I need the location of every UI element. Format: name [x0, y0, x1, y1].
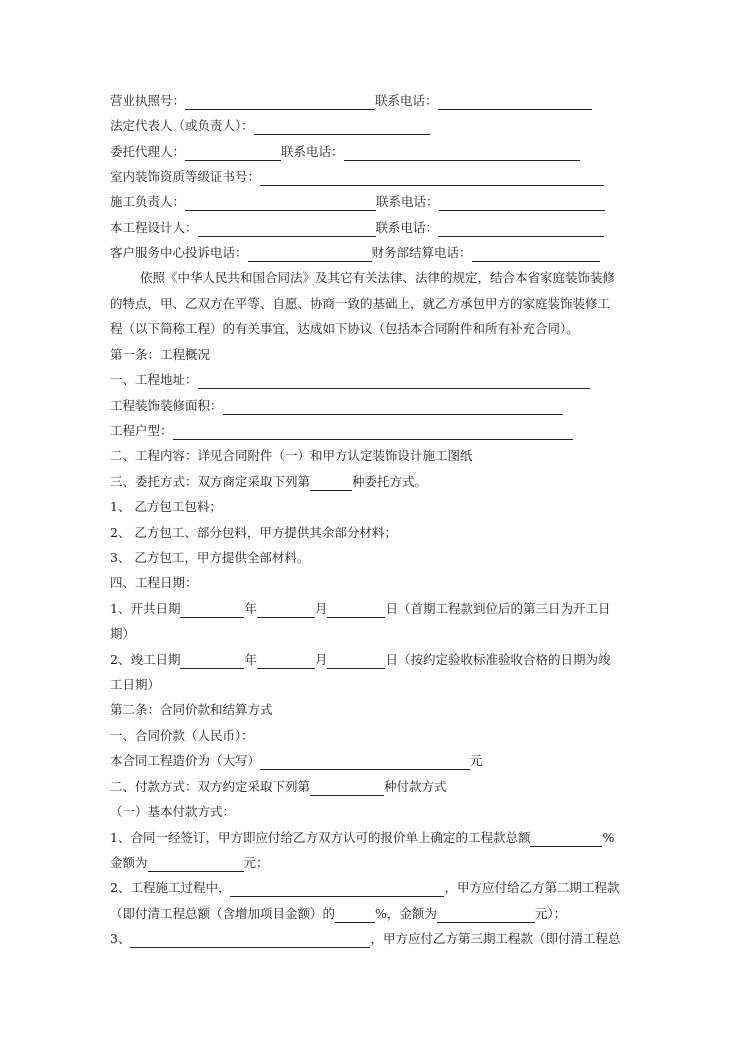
price-heading: 一、合同价款（人民币）：	[110, 728, 254, 743]
day-field[interactable]	[327, 603, 385, 618]
label: 室内装饰资质等级证书号：	[110, 169, 261, 184]
paragraph-line: 程（以下简称工程）的有关事宜，达成如下协议（包括本合同附件和所有补充合同）。	[110, 321, 579, 336]
label: 联系电话：	[375, 93, 438, 108]
label: 客户服务中心投诉电话：	[110, 245, 248, 260]
address-line	[110, 371, 590, 389]
label: 联系电话：	[375, 220, 439, 235]
label: 年	[244, 601, 257, 616]
paragraph-line: 的特点，甲、乙双方在平等、自愿、协商一致的基础上，就乙方承包甲方的家庭装饰装修工	[110, 296, 611, 311]
year-field[interactable]	[180, 654, 244, 669]
label: 委托代理人：	[110, 144, 186, 159]
label: %	[602, 830, 615, 845]
label: ，甲方应付给乙方第二期工程款	[444, 880, 620, 895]
label: 元；	[243, 855, 269, 870]
finance-phone-field[interactable]	[472, 247, 600, 262]
section-heading: 第二条：合同价款和结算方式	[110, 702, 273, 717]
amount-field[interactable]	[437, 908, 535, 923]
phone-field[interactable]	[438, 222, 604, 237]
label: 工程装饰装修面积：	[110, 398, 223, 413]
label: 金额为	[110, 855, 148, 870]
unit-type-line	[110, 422, 573, 440]
label: 元）；	[534, 906, 567, 921]
end-date-line	[110, 651, 611, 669]
label: 本工程设计人：	[110, 220, 198, 235]
complaint-phone-field[interactable]	[248, 247, 372, 262]
date-heading: 四、工程日期：	[110, 575, 198, 590]
label: 2、竣工日期	[110, 652, 181, 667]
year-field[interactable]	[180, 603, 244, 618]
label: 联系电话：	[281, 144, 344, 159]
business-license-field[interactable]	[185, 95, 375, 110]
label: 1、开共日期	[110, 601, 181, 616]
option-item: 3、 乙方包工，甲方提供全部材料。	[110, 550, 310, 565]
label: 月	[314, 652, 328, 667]
contract-price-line	[110, 752, 483, 770]
percent-field[interactable]	[530, 832, 602, 847]
section-heading: 第一条：工程概况	[110, 347, 211, 362]
second-payment-detail-line	[110, 905, 566, 923]
legal-rep-line	[110, 117, 430, 135]
contract-price-field[interactable]	[260, 755, 470, 770]
label: 元	[470, 753, 483, 768]
label: 财务部结算电话：	[371, 245, 472, 260]
label: 日（首期工程款到位后的第三日为开工日	[385, 601, 611, 616]
option-item: 1、 乙方包工包料；	[110, 499, 222, 514]
phone-field[interactable]	[438, 95, 592, 110]
start-date-line	[110, 600, 611, 618]
legal-rep-field[interactable]	[254, 120, 430, 135]
label: 施工负责人：	[110, 194, 186, 209]
label: 营业执照号：	[110, 93, 186, 108]
construction-lead-field[interactable]	[185, 196, 376, 211]
amount-field[interactable]	[148, 857, 244, 872]
label: 年	[244, 652, 257, 667]
qualification-field[interactable]	[260, 171, 604, 186]
complaint-line	[110, 244, 600, 262]
label: 二、付款方式：双方约定采取下列第	[110, 779, 311, 794]
label: 月	[314, 601, 328, 616]
address-field[interactable]	[198, 374, 590, 389]
label: （即付清工程总额（含增加项目金额）的	[110, 906, 336, 921]
label: 三、委托方式：双方商定采取下列第	[110, 474, 311, 489]
label: 本合同工程造价为（大写）	[110, 753, 261, 768]
label: 1、合同一经签订，甲方即应付给乙方双方认可的报价单上确定的工程款总额	[110, 830, 531, 845]
construction-lead-line	[110, 193, 605, 211]
payment-option-field[interactable]	[310, 781, 384, 796]
stage-field[interactable]	[130, 933, 370, 948]
option-item: 2、 乙方包工、部分包料，甲方提供其余部分材料；	[110, 525, 397, 540]
content-line: 二、工程内容：详见合同附件（一）和甲方认定装饰设计施工图纸	[110, 448, 473, 463]
designer-field[interactable]	[198, 222, 376, 237]
label: 3、	[110, 931, 131, 946]
percent-field[interactable]	[335, 908, 375, 923]
payment-method-line	[110, 778, 447, 796]
commission-option-field[interactable]	[310, 476, 352, 491]
label: 一、工程地址：	[110, 372, 198, 387]
phone-field[interactable]	[439, 196, 605, 211]
phone-field[interactable]	[344, 146, 580, 161]
label: ，甲方应付乙方第三期工程款（即付清工程总	[370, 931, 621, 946]
label: 2、工程施工过程中，	[110, 880, 231, 895]
start-date-cont: 期）	[110, 626, 136, 641]
stage-field[interactable]	[230, 882, 444, 897]
agent-field[interactable]	[185, 146, 281, 161]
commission-line	[110, 473, 427, 491]
label: 日（按约定验收标准验收合格的日期为竣	[385, 652, 611, 667]
label: 联系电话：	[376, 194, 439, 209]
first-payment-amount-line	[110, 854, 269, 872]
agent-line	[110, 143, 580, 161]
first-payment-line	[110, 829, 614, 847]
month-field[interactable]	[257, 654, 315, 669]
area-line	[110, 397, 563, 415]
basic-payment-heading: （一）基本付款方式：	[110, 804, 236, 819]
month-field[interactable]	[257, 603, 315, 618]
day-field[interactable]	[327, 654, 385, 669]
label: 法定代表人（或负责人）：	[110, 118, 254, 133]
label: 工程户型：	[110, 423, 173, 438]
label: %，金额为	[375, 906, 437, 921]
end-date-cont: 工日期）	[110, 677, 161, 692]
unit-type-field[interactable]	[173, 425, 573, 440]
business-license-line	[110, 92, 592, 110]
label: 种付款方式	[384, 779, 447, 794]
designer-line	[110, 219, 604, 237]
label: 种委托方式。	[352, 474, 428, 489]
second-payment-line	[110, 879, 619, 897]
area-field[interactable]	[223, 400, 563, 415]
third-payment-line	[110, 930, 620, 948]
paragraph-line: 依照《中华人民共和国合同法》及其它有关法律、法律的规定，结合本省家庭装饰装修	[140, 270, 616, 285]
qualification-line	[110, 168, 604, 186]
